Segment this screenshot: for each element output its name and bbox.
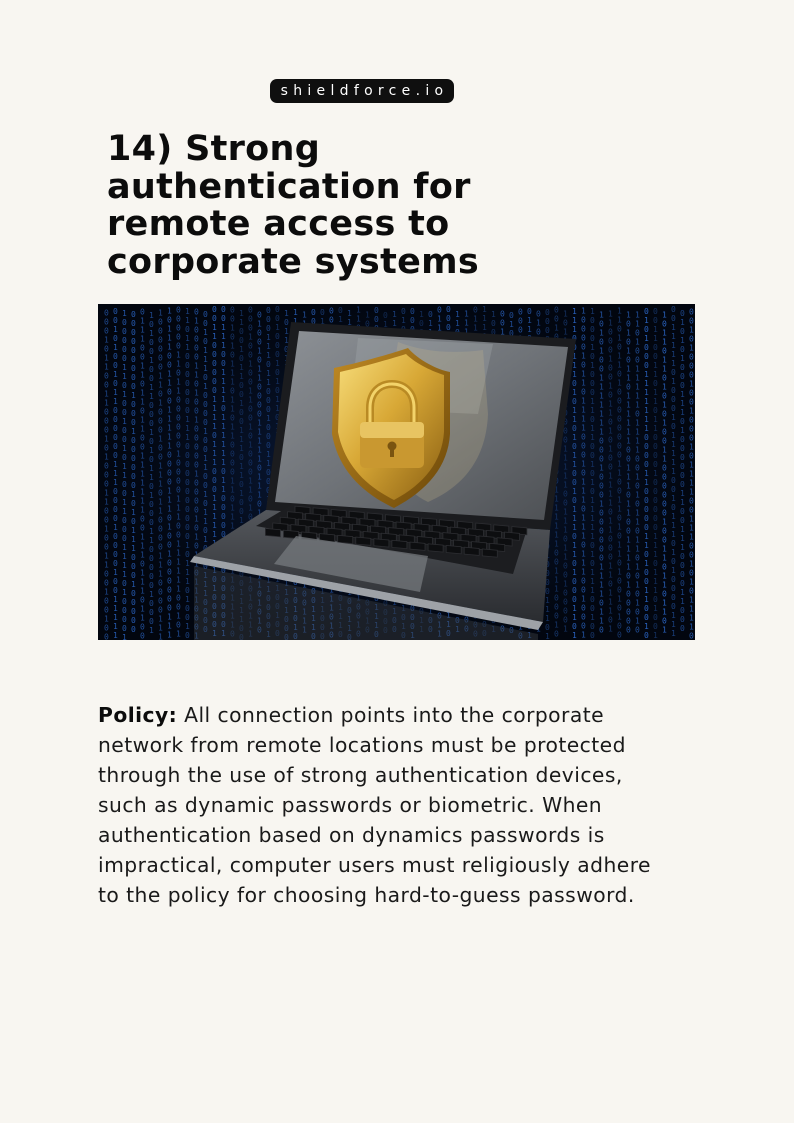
policy-line: impractical, computer users must religiously adhere [98,850,738,880]
policy-line [98,700,738,730]
title-line: authentication for [107,169,567,207]
page-title [107,131,567,281]
policy-line: such as dynamic passwords or biometric. When [98,790,738,820]
title-line: remote access to [107,206,567,244]
title-line: 14) Strong [107,131,567,169]
policy-paragraph [98,700,738,910]
policy-line: network from remote locations must be protected [98,730,738,760]
policy-line: to the policy for choosing hard-to-guess password. [98,880,738,910]
policy-label: Policy: [98,703,177,727]
title-line: corporate systems [107,244,567,282]
policy-line: through the use of strong authentication devices, [98,760,738,790]
brand-badge: shieldforce.io [270,79,454,103]
policy-line: authentication based on dynamics passwords is [98,820,738,850]
hero-image [98,304,695,640]
policy-text: All connection points into the corporate [177,703,604,727]
